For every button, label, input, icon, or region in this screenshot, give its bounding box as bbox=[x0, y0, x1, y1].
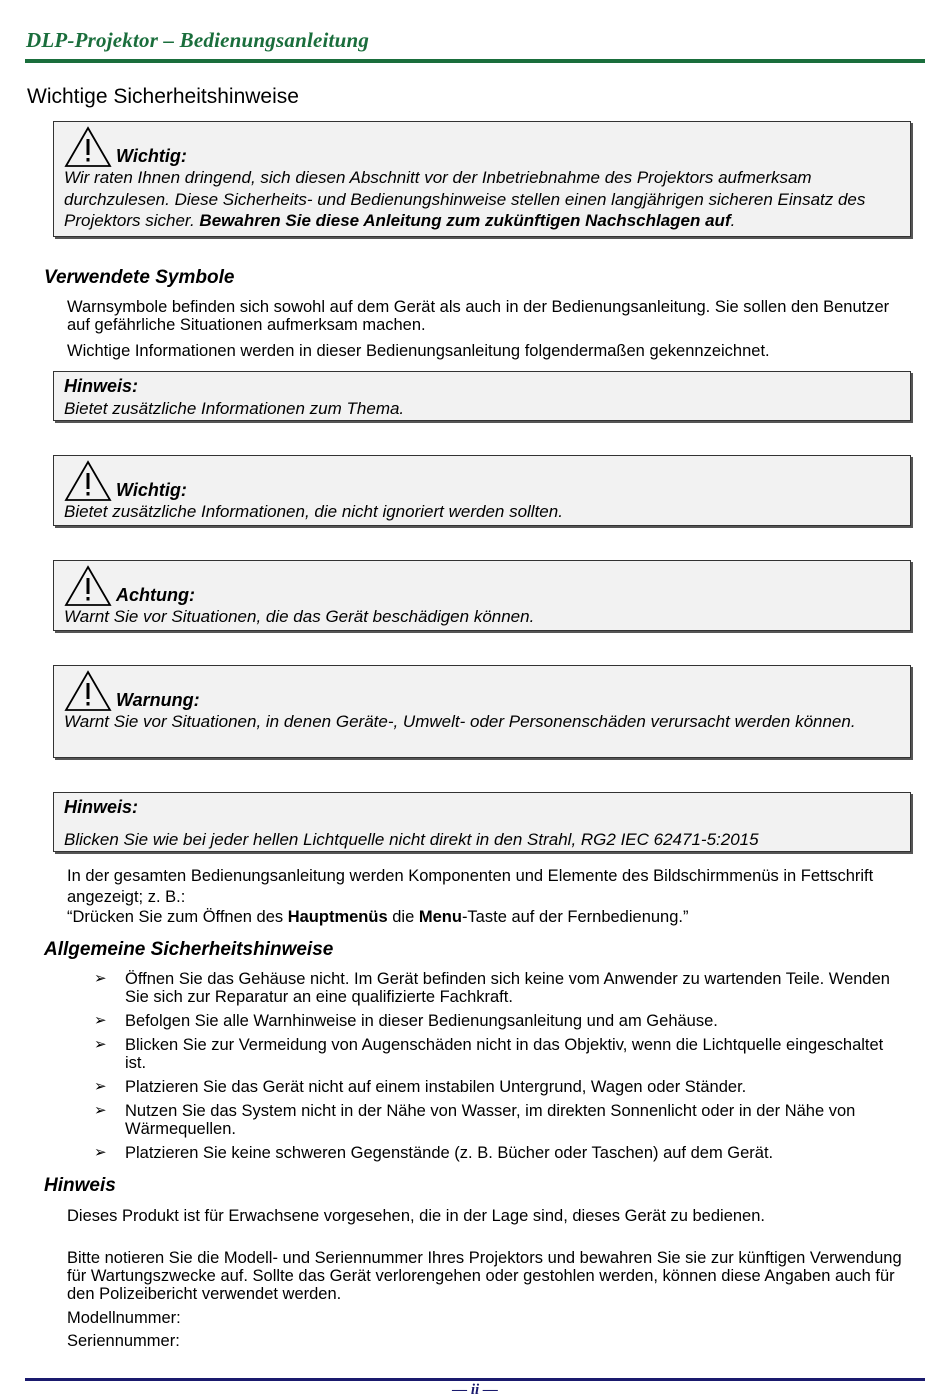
note-box-text: Bietet zusätzliche Informationen zum Thema. bbox=[64, 398, 405, 418]
caution-box-title: Achtung: bbox=[116, 584, 195, 605]
hinweis-heading: Hinweis bbox=[44, 1175, 116, 1196]
arrow-bullet-icon: ➢ bbox=[94, 1012, 107, 1029]
caution-box-text: Warnt Sie vor Situationen, die das Gerät beschädigen können. bbox=[64, 607, 535, 626]
general-heading: Allgemeine Sicherheitshinweise bbox=[44, 939, 334, 960]
arrow-bullet-icon: ➢ bbox=[94, 970, 107, 987]
arrow-bullet-icon: ➢ bbox=[94, 1102, 107, 1119]
hinweis-para1: Dieses Produkt ist für Erwachsene vorgesehen, die in der Lage sind, dieses Gerät zu bedienen. bbox=[67, 1207, 765, 1225]
arrow-bullet-icon: ➢ bbox=[94, 1036, 107, 1053]
important-box-2-text: Bietet zusätzliche Informationen, die nicht ignoriert werden sollten. bbox=[64, 502, 563, 521]
list-item: ➢ Blicken Sie zur Vermeidung von Augenschäden nicht in das Objektiv, wenn die Lichtquelle eingeschaltet ist. bbox=[94, 1036, 884, 1072]
note-box-2 bbox=[53, 792, 911, 852]
warning-box-text: Warnt Sie vor Situationen, in denen Geräte-, Umwelt- oder Personenschäden verursacht werden können. bbox=[64, 712, 856, 731]
warning-triangle-icon bbox=[64, 126, 112, 168]
warning-box-title: Warnung: bbox=[116, 689, 200, 710]
header-rule bbox=[25, 59, 925, 63]
caution-box bbox=[53, 560, 911, 631]
important-box-text: Wir raten Ihnen dringend, sich diesen Abschnitt vor der Inbetriebnahme des Projektors aufmerksam durchzulesen. Diese Sicherheits- und Bedienungshinweise stellen einen langjährigen sicheren Einsatz des Projektors sicher. Bewahren Sie diese Anleitung zum zukünftigen Nachschlagen auf. bbox=[64, 168, 866, 230]
note-box bbox=[53, 371, 911, 421]
bold-info-line1: In der gesamten Bedienungsanleitung werden Komponenten und Elemente des Bildschirmmenüs in Fettschrift angezeigt; z. B.: bbox=[67, 867, 874, 906]
warning-triangle-icon bbox=[64, 565, 112, 607]
list-item: ➢ Öffnen Sie das Gehäuse nicht. Im Gerät befinden sich keine vom Anwender zu wartenden Teile. Wenden Sie sich zur Reparatur an eine qualifizierte Fachkraft. bbox=[94, 970, 890, 1006]
warning-box bbox=[53, 665, 911, 758]
arrow-bullet-icon: ➢ bbox=[94, 1078, 107, 1095]
serial-number-label: Seriennummer: bbox=[67, 1332, 180, 1350]
document-header-title: DLP-Projektor – Bedienungsanleitung bbox=[26, 28, 370, 52]
list-item: ➢ Befolgen Sie alle Warnhinweise in dieser Bedienungsanleitung und am Gehäuse. bbox=[94, 1012, 718, 1030]
important-box bbox=[53, 121, 911, 237]
model-number-label: Modellnummer: bbox=[67, 1309, 181, 1327]
important-box-title: Wichtig: bbox=[116, 145, 187, 166]
note-box-title: Hinweis: bbox=[64, 376, 139, 396]
bold-info-line2: “Drücken Sie zum Öffnen des Hauptmenüs die Menu-Taste auf der Fernbedienung.” bbox=[67, 908, 689, 926]
important-box-2 bbox=[53, 455, 911, 526]
symbols-heading: Verwendete Symbole bbox=[44, 267, 235, 288]
warning-triangle-icon bbox=[64, 460, 112, 502]
list-item: ➢ Nutzen Sie das System nicht in der Nähe von Wasser, im direkten Sonnenlicht oder in der Nähe von Wärmequellen. bbox=[94, 1102, 856, 1138]
page-title: Wichtige Sicherheitshinweise bbox=[27, 85, 299, 108]
general-bullet-list bbox=[94, 970, 906, 1168]
important-box-2-title: Wichtig: bbox=[116, 479, 187, 500]
arrow-bullet-icon: ➢ bbox=[94, 1144, 107, 1161]
page-number: — ii — bbox=[452, 1382, 498, 1398]
note-box-2-title: Hinweis: bbox=[64, 797, 139, 817]
symbols-para1: Warnsymbole befinden sich sowohl auf dem Gerät als auch in der Bedienungsanleitung. Sie sollen den Benutzer auf gefährliche Situationen aufmerksam machen. bbox=[67, 298, 890, 334]
list-item: ➢ Platzieren Sie keine schweren Gegenstände (z. B. Bücher oder Taschen) auf dem Gerät. bbox=[94, 1144, 774, 1162]
hinweis-para2: Bitte notieren Sie die Modell- und Seriennummer Ihres Projektors und bewahren Sie sie zur künftigen Verwendung für Wartungszwecke auf. Sollte das Gerät verlorengehen oder gestohlen werden, können diese Angaben auch für den Polizeibericht verwendet werden. bbox=[67, 1249, 902, 1303]
list-item: ➢ Platzieren Sie das Gerät nicht auf einem instabilen Untergrund, Wagen oder Ständer. bbox=[94, 1078, 747, 1096]
note-box-2-text: Blicken Sie wie bei jeder hellen Lichtquelle nicht direkt in den Strahl, RG2 IEC 62471-5:2015 bbox=[64, 829, 759, 849]
symbols-para2: Wichtige Informationen werden in dieser Bedienungsanleitung folgendermaßen gekennzeichnet. bbox=[67, 342, 770, 360]
warning-triangle-icon bbox=[64, 670, 112, 712]
footer-rule bbox=[25, 1378, 925, 1381]
